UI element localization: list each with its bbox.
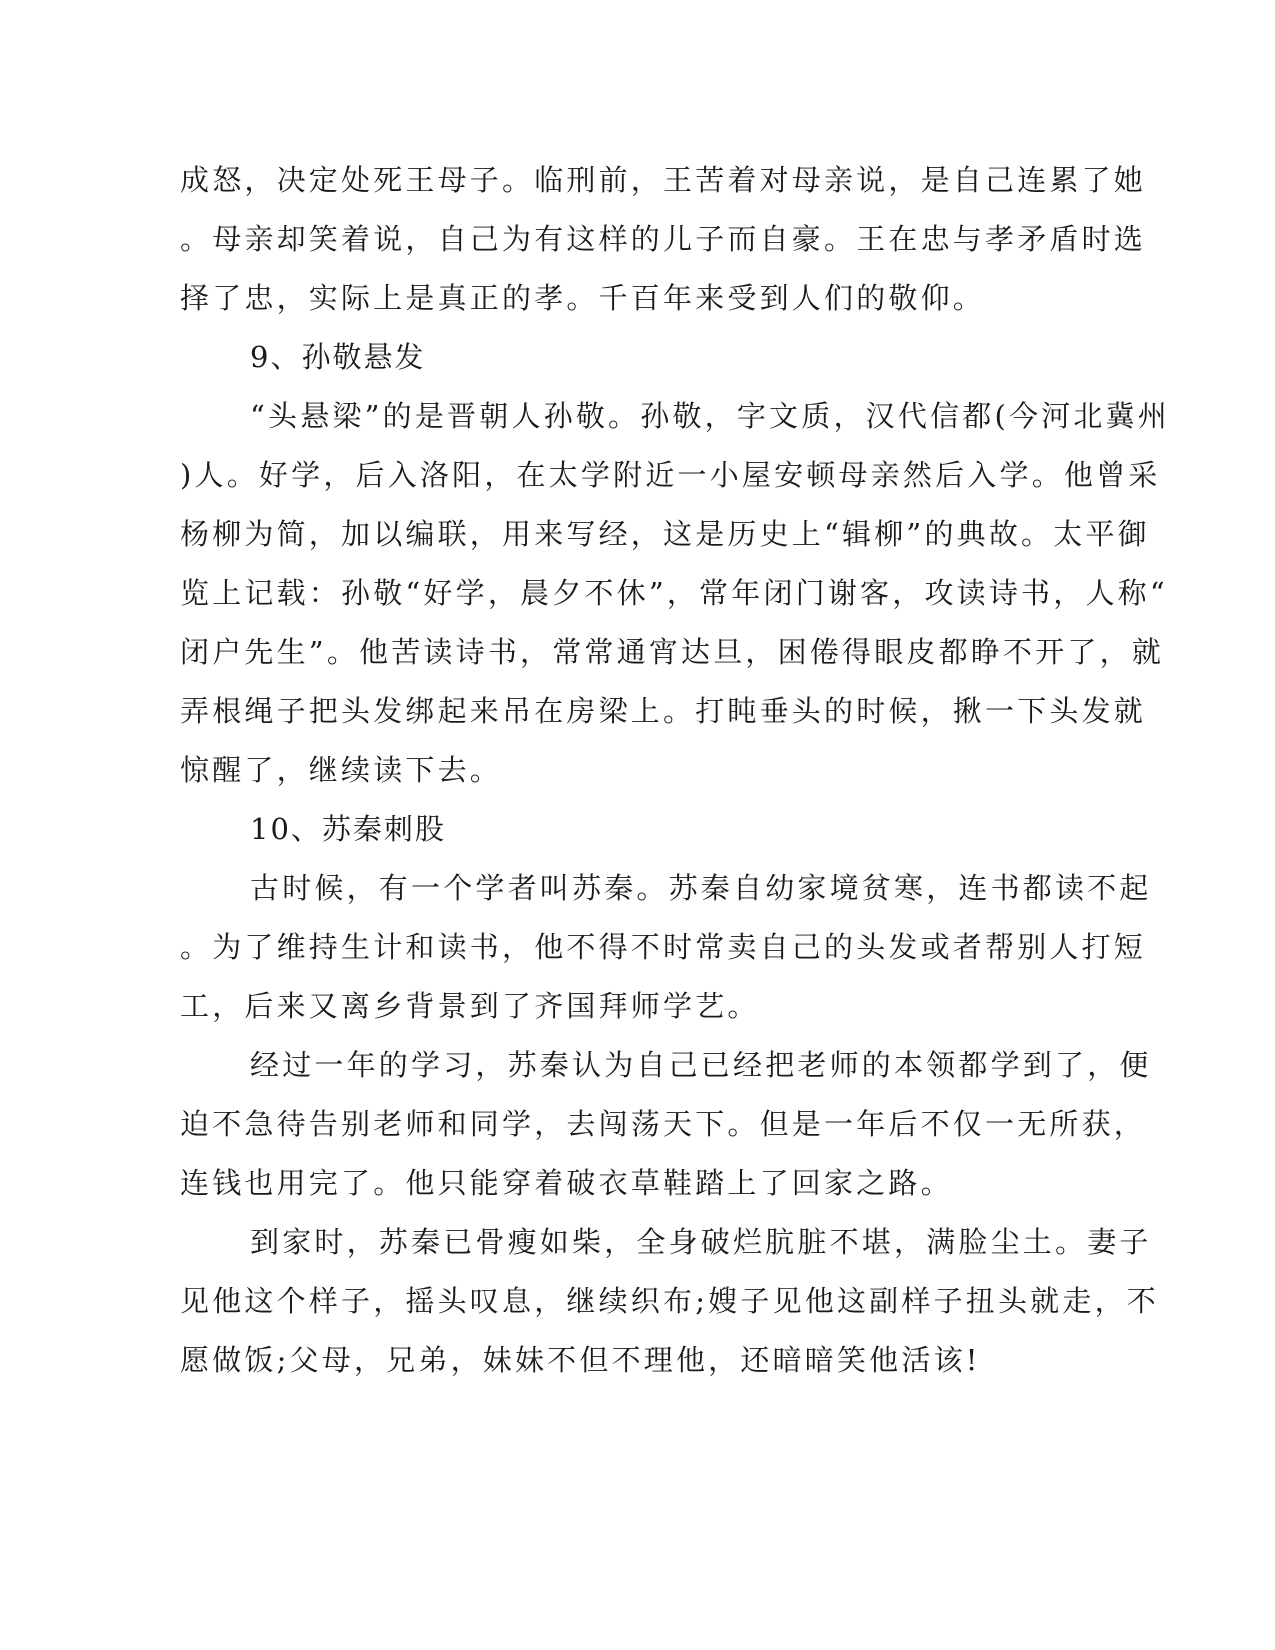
text-line: 。为了维持生计和读书，他不得不时常卖自己的头发或者帮别人打短	[180, 930, 1147, 964]
text-line: 览上记载：孙敬“好学，晨夕不休”，常年闭门谢客，攻读诗书，人称“	[180, 576, 1168, 610]
section-heading: 10、苏秦刺股	[250, 812, 446, 846]
text-line: 连钱也用完了。他只能穿着破衣草鞋踏上了回家之路。	[180, 1166, 953, 1200]
text-line: 古时候，有一个学者叫苏秦。苏秦自幼家境贫寒，连书都读不起	[250, 871, 1152, 905]
text-line: 闭户先生”。他苦读诗书，常常通宵达旦，困倦得眼皮都睁不开了，就	[180, 635, 1165, 669]
text-line: “头悬梁”的是晋朝人孙敬。孙敬，字文质，汉代信都(今河北冀州	[250, 399, 1170, 433]
text-line: 杨柳为简，加以编联，用来写经，这是历史上“辑柳”的典故。太平御	[180, 517, 1150, 551]
text-line: )人。好学，后入洛阳，在太学附近一小屋安顿母亲然后入学。他曾采	[180, 458, 1161, 492]
text-line: 到家时，苏秦已骨瘦如柴，全身破烂肮脏不堪，满脸尘土。妻子	[250, 1225, 1152, 1259]
text-line: 工，后来又离乡背景到了齐国拜师学艺。	[180, 989, 760, 1023]
text-line: 迫不急待告别老师和同学，去闯荡天下。但是一年后不仅一无所获，	[180, 1107, 1147, 1141]
text-line: 成怒，决定处死王母子。临刑前，王苦着对母亲说，是自己连累了她	[180, 163, 1147, 197]
text-line: 经过一年的学习，苏秦认为自己已经把老师的本领都学到了，便	[250, 1048, 1152, 1082]
text-line: 。母亲却笑着说，自己为有这样的儿子而自豪。王在忠与孝矛盾时选	[180, 222, 1147, 256]
text-line: 见他这个样子，摇头叹息，继续织布;嫂子见他这副样子扭头就走，不	[180, 1284, 1159, 1318]
text-line: 愿做饭;父母，兄弟，妹妹不但不理他，还暗暗笑他活该!	[180, 1343, 981, 1377]
text-line: 择了忠，实际上是真正的孝。千百年来受到人们的敬仰。	[180, 281, 986, 315]
text-line: 惊醒了，继续读下去。	[180, 753, 503, 787]
text-line: 弄根绳子把头发绑起来吊在房梁上。打盹垂头的时候，揪一下头发就	[180, 694, 1147, 728]
section-heading: 9、孙敬悬发	[250, 340, 426, 374]
